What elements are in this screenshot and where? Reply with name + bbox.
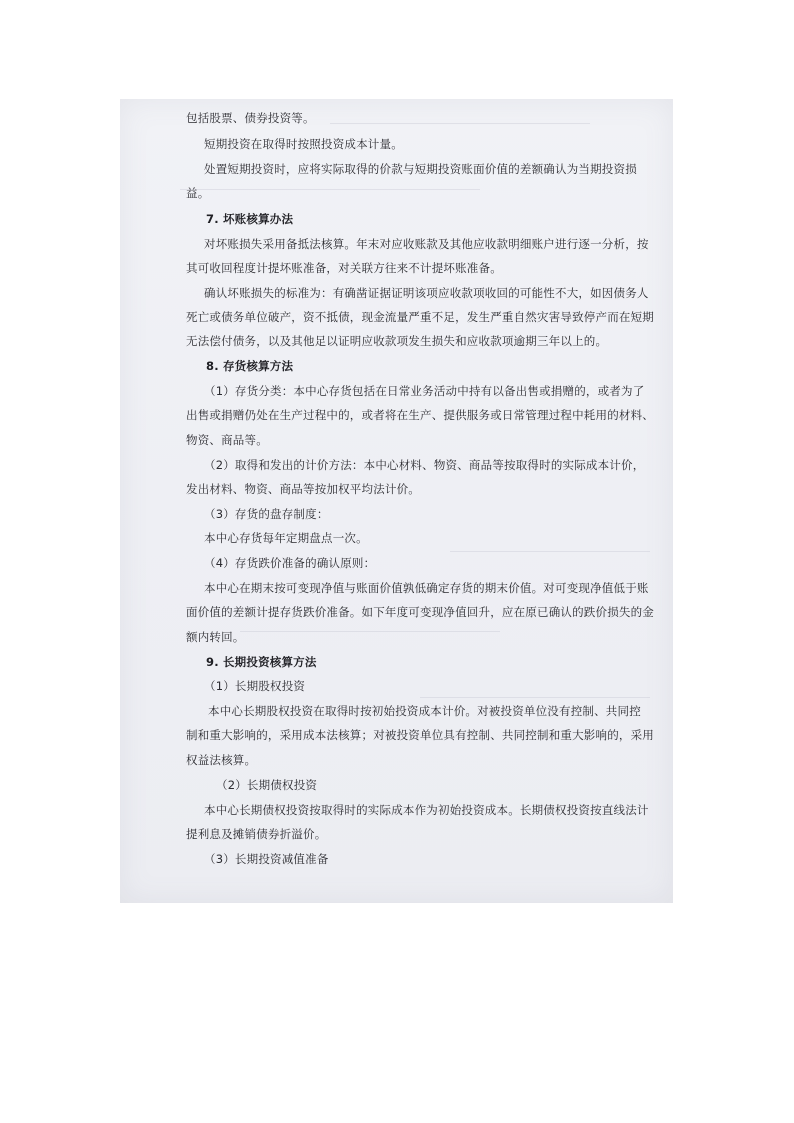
section-heading: 8. 存货核算方法 xyxy=(206,359,294,373)
bleed-through-mark xyxy=(450,551,650,552)
paragraph-line: （2）长期债权投资 xyxy=(216,778,318,792)
paragraph-line: 本中心长期股权投资在取得时按初始投资成本计价。对被投资单位没有控制、共同控 xyxy=(208,704,641,718)
paragraph-line: （1）存货分类：本中心存货包括在日常业务活动中持有以备出售或捐赠的，或者为了 xyxy=(204,384,645,398)
section-heading: 7. 坏账核算办法 xyxy=(206,212,294,226)
paragraph-line: 无法偿付债务，以及其他足以证明应收款项发生损失和应收款项逾期三年以上的。 xyxy=(186,334,608,348)
paragraph-line: （3）存货的盘存制度： xyxy=(204,507,329,521)
scanned-document-page xyxy=(120,99,673,903)
paragraph-line: 出售或捐赠仍处在生产过程中的，或者将在生产、提供服务或日常管理过程中耗用的材料、 xyxy=(186,408,654,422)
paragraph-line: 物资、商品等。 xyxy=(186,433,268,447)
paragraph-line: （2）取得和发出的计价方法：本中心材料、物资、商品等按取得时的实际成本计价， xyxy=(204,458,645,472)
paragraph-line: 面价值的差额计提存货跌价准备。如下年度可变现净值回升，应在原已确认的跌价损失的金 xyxy=(186,605,654,619)
bleed-through-mark xyxy=(420,697,650,698)
paragraph-line: 权益法核算。 xyxy=(186,753,257,767)
paragraph-line: 本中心存货每年定期盘点一次。 xyxy=(204,531,368,545)
bleed-through-mark xyxy=(240,631,500,632)
paragraph-line: 制和重大影响的，采用成本法核算；对被投资单位具有控制、共同控制和重大影响的，采用 xyxy=(186,728,654,742)
paragraph-line: 确认坏账损失的标准为：有确凿证据证明该项应收款项收回的可能性不大，如因债务人 xyxy=(204,286,649,300)
paragraph-line: （4）存货跌价准备的确认原则： xyxy=(204,556,376,570)
paragraph-line: 死亡或债务单位破产，资不抵债，现金流量严重不足，发生严重自然灾害导致停产而在短期 xyxy=(186,310,654,324)
section-heading: 9. 长期投资核算方法 xyxy=(206,655,317,669)
bleed-through-mark xyxy=(330,123,590,124)
paragraph-line: 本中心长期债权投资按取得时的实际成本作为初始投资成本。长期债权投资按直线法计 xyxy=(204,803,649,817)
paragraph-line: 提利息及摊销债券折溢价。 xyxy=(186,827,327,841)
paragraph-line: 发出材料、物资、商品等按加权平均法计价。 xyxy=(186,482,420,496)
paragraph-line: （1）长期股权投资 xyxy=(204,679,306,693)
paragraph-line: 其可收回程度计提坏账准备，对关联方往来不计提坏账准备。 xyxy=(186,261,502,275)
paragraph-line: 处置短期投资时，应将实际取得的价款与短期投资账面价值的差额确认为当期投资损 xyxy=(204,162,637,176)
paragraph-line: 额内转回。 xyxy=(186,630,245,644)
paragraph-line: 益。 xyxy=(186,186,210,200)
paragraph-line: （3）长期投资减值准备 xyxy=(204,852,329,866)
bleed-through-mark xyxy=(180,189,480,190)
paragraph-line: 短期投资在取得时按照投资成本计量。 xyxy=(204,137,403,151)
paragraph-line: 包括股票、债券投资等。 xyxy=(186,111,315,125)
paragraph-line: 本中心在期末按可变现净值与账面价值孰低确定存货的期末价值。对可变现净值低于账 xyxy=(204,581,649,595)
paragraph-line: 对坏账损失采用备抵法核算。年末对应收账款及其他应收款明细账户进行逐一分析，按 xyxy=(204,237,649,251)
